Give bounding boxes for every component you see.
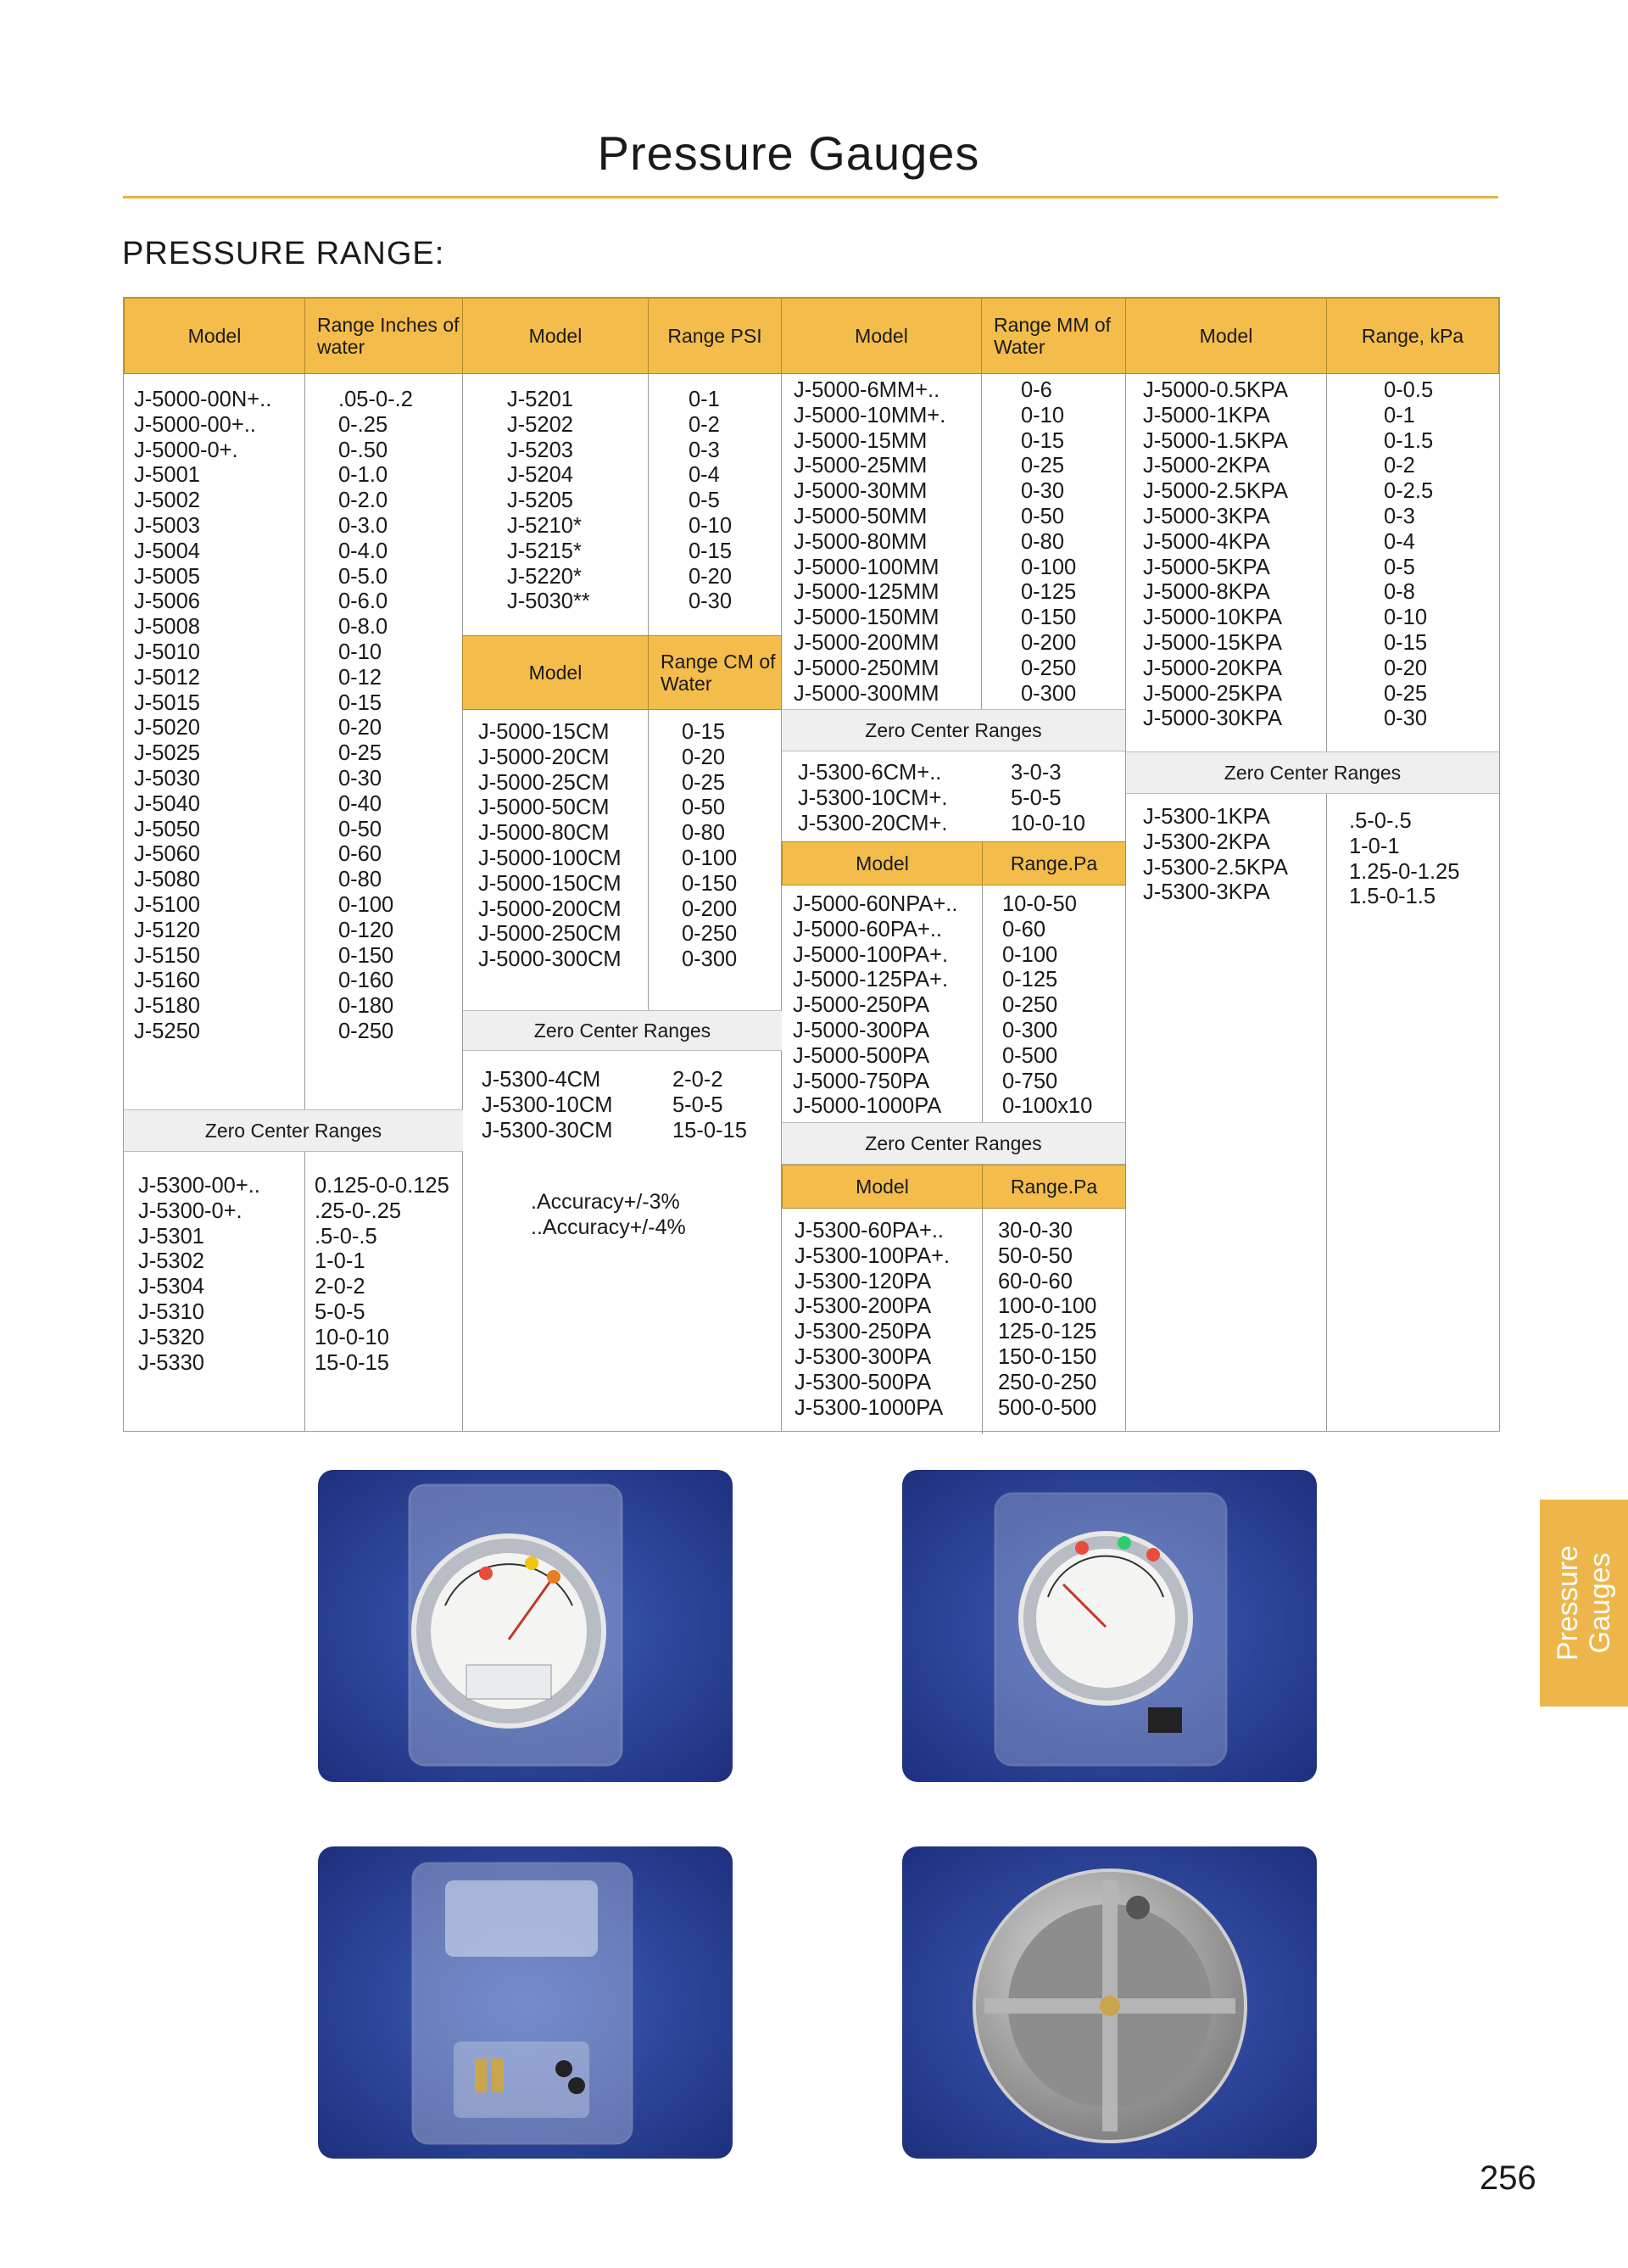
table-cell: 0-3 bbox=[689, 438, 720, 462]
table-cell: J-5300-250PA bbox=[794, 1320, 932, 1344]
table-cell: 0-2.0 bbox=[338, 489, 388, 513]
table-cell: 0-1.5 bbox=[1384, 428, 1434, 453]
table-cell: 0-8 bbox=[1384, 580, 1415, 605]
page-title: Pressure Gauges bbox=[597, 126, 980, 180]
table-cell: 125-0-125 bbox=[998, 1320, 1097, 1344]
table-cell: 0-100 bbox=[1021, 555, 1077, 579]
table-cell: J-5000-200MM bbox=[794, 630, 939, 655]
table-cell: J-5002 bbox=[134, 489, 200, 513]
table-cell: 0-300 bbox=[682, 947, 738, 972]
table-cell: J-5300-20CM+. bbox=[798, 811, 948, 835]
psi-range-list bbox=[689, 388, 732, 615]
psi-model-list bbox=[507, 388, 590, 615]
table-cell: 0-2 bbox=[1384, 454, 1415, 478]
table-cell: J-5000-80CM bbox=[478, 821, 610, 846]
table-cell: J-5000-750PA bbox=[793, 1069, 930, 1093]
table-cell: J-5000-50CM bbox=[478, 796, 610, 820]
table-cell: J-5000-2.5KPA bbox=[1143, 479, 1289, 504]
table-cell: J-5300-60PA+.. bbox=[794, 1219, 945, 1243]
mm-zero-model-list bbox=[798, 761, 947, 836]
table-cell: J-5000-15CM bbox=[478, 720, 610, 744]
table-cell: J-5004 bbox=[134, 539, 200, 563]
kpa-zero-model-list bbox=[1143, 805, 1288, 906]
table-cell: 0-.25 bbox=[338, 412, 388, 437]
table-cell: .5-0-.5 bbox=[315, 1224, 377, 1249]
table-cell: 250-0-250 bbox=[998, 1370, 1097, 1394]
table-cell: 0-300 bbox=[1021, 681, 1077, 706]
table-cell: 0-30 bbox=[689, 589, 733, 614]
pa-zero-model-list bbox=[794, 1219, 950, 1421]
zero-center-band: Zero Center Ranges bbox=[1126, 751, 1499, 794]
header-range-psi: Range PSI bbox=[648, 298, 782, 374]
table-cell: J-5008 bbox=[134, 615, 200, 640]
product-photo-gauge-front bbox=[318, 1470, 733, 1782]
table-cell: J-5000-2KPA bbox=[1143, 454, 1270, 478]
table-cell: J-5300-2KPA bbox=[1143, 830, 1270, 854]
table-cell: J-5000-100CM bbox=[478, 846, 622, 870]
table-cell: J-5006 bbox=[134, 589, 200, 614]
table-cell: J-5000-250CM bbox=[478, 922, 622, 947]
mm-model-list bbox=[794, 378, 945, 707]
col-divider bbox=[304, 298, 305, 1431]
table-cell: 0-80 bbox=[1021, 529, 1065, 554]
table-cell: J-5000-25KPA bbox=[1143, 681, 1282, 706]
table-cell: 0-200 bbox=[682, 897, 738, 921]
table-cell: J-5005 bbox=[134, 564, 200, 589]
table-cell: 0-250 bbox=[1021, 656, 1077, 680]
table-cell: 0-5 bbox=[689, 489, 720, 513]
table-cell: 0-160 bbox=[338, 969, 394, 993]
table-cell: 1-0-1 bbox=[1349, 834, 1400, 858]
table-cell: J-5203 bbox=[507, 438, 573, 462]
table-cell: J-5300-00+.. bbox=[138, 1174, 260, 1198]
table-cell: J-5000-80MM bbox=[794, 529, 928, 554]
table-cell: J-5100 bbox=[134, 892, 200, 917]
header-model: Model bbox=[124, 298, 305, 374]
header-model: Model bbox=[1125, 298, 1327, 374]
table-cell: J-5300-100PA+. bbox=[794, 1243, 951, 1268]
table-cell: 0-6 bbox=[1021, 378, 1052, 402]
water-range-list bbox=[338, 388, 413, 1045]
table-cell: J-5300-0+. bbox=[138, 1198, 243, 1223]
header-model: Model bbox=[781, 298, 982, 374]
table-cell: J-5000-15MM bbox=[794, 428, 928, 453]
table-cell: J-5000-125MM bbox=[794, 580, 939, 605]
table-cell: .5-0-.5 bbox=[1349, 809, 1412, 833]
table-cell: 0-12 bbox=[338, 665, 382, 690]
table-cell: J-5000-250PA bbox=[793, 993, 930, 1018]
table-cell: J-5000-1KPA bbox=[1143, 403, 1270, 427]
tab-label-line2: Gauges bbox=[1584, 1552, 1616, 1654]
table-cell: 0-30 bbox=[1021, 479, 1065, 504]
table-cell: 0-20 bbox=[1384, 656, 1428, 680]
table-cell: J-5300-10CM+. bbox=[798, 785, 948, 810]
table-cell: 0-6.0 bbox=[338, 589, 388, 614]
table-cell: 0-25 bbox=[1384, 681, 1428, 706]
table-cell: J-5000-60PA+.. bbox=[793, 917, 943, 941]
table-cell: J-5000-150MM bbox=[794, 606, 939, 630]
table-cell: J-5201 bbox=[507, 388, 573, 411]
product-photo-clear-case bbox=[318, 1846, 733, 2159]
table-cell: J-5150 bbox=[134, 943, 200, 968]
table-cell: J-5012 bbox=[134, 665, 200, 690]
table-cell: 0-10 bbox=[338, 640, 382, 664]
section-heading: PRESSURE RANGE: bbox=[122, 236, 445, 271]
table-cell: 0-8.0 bbox=[338, 615, 388, 640]
table-cell: J-5000-10KPA bbox=[1143, 606, 1282, 630]
table-cell: 0-250 bbox=[338, 1019, 394, 1043]
table-cell: 0-125 bbox=[1002, 968, 1058, 992]
table-cell: 0-80 bbox=[338, 868, 382, 892]
table-cell: J-5003 bbox=[134, 513, 200, 538]
table-cell: J-5010 bbox=[134, 640, 200, 664]
table-cell: J-5000-100PA+. bbox=[793, 942, 949, 967]
table-cell: 50-0-50 bbox=[998, 1243, 1073, 1268]
table-cell: 0-40 bbox=[338, 791, 382, 816]
table-cell: 0-2 bbox=[689, 412, 720, 437]
table-cell: 0-80 bbox=[682, 821, 726, 846]
header-model: Model bbox=[782, 841, 983, 885]
table-cell: J-5210* bbox=[507, 513, 582, 538]
table-cell: J-5000-500PA bbox=[793, 1043, 930, 1068]
table-cell: 0-200 bbox=[1021, 630, 1077, 655]
header-range-pa: Range.Pa bbox=[982, 1165, 1126, 1209]
table-cell: 0-5 bbox=[1384, 555, 1415, 579]
table-cell: J-5000-20CM bbox=[478, 745, 610, 769]
zero-center-band: Zero Center Ranges bbox=[463, 1010, 782, 1051]
table-cell: 0-120 bbox=[338, 918, 394, 942]
kpa-range-list bbox=[1384, 378, 1433, 732]
table-cell: J-5000-10MM+. bbox=[794, 403, 946, 427]
table-cell: J-5000-125PA+. bbox=[793, 968, 949, 992]
table-cell: J-5120 bbox=[134, 918, 200, 942]
mm-zero-range-list bbox=[1011, 761, 1085, 836]
header-range-cm: Range CM of Water bbox=[648, 635, 782, 710]
table-cell: 0-25 bbox=[682, 770, 726, 795]
table-cell: J-5000-00N+.. bbox=[134, 388, 272, 411]
tab-label-line1: Pressure bbox=[1552, 1545, 1584, 1662]
pa-zero-range-list bbox=[998, 1219, 1096, 1421]
pressure-range-table bbox=[123, 297, 1500, 1432]
table-cell: J-5300-30CM bbox=[482, 1118, 613, 1142]
water-zero-range-list bbox=[315, 1174, 449, 1376]
cm-model-list bbox=[478, 720, 622, 973]
table-cell: J-5000-15KPA bbox=[1143, 630, 1282, 655]
table-cell: 0-750 bbox=[1002, 1069, 1058, 1093]
table-cell: 0-500 bbox=[1002, 1043, 1058, 1068]
table-cell: 0-250 bbox=[682, 922, 738, 947]
table-cell: 0-2.5 bbox=[1384, 479, 1434, 504]
accuracy-notes bbox=[531, 1189, 686, 1240]
table-cell: J-5300-3KPA bbox=[1143, 880, 1270, 905]
table-cell: J-5001 bbox=[134, 463, 200, 488]
table-cell: 0-0.5 bbox=[1384, 378, 1434, 402]
table-cell: J-5040 bbox=[134, 791, 200, 816]
table-cell: 0.125-0-0.125 bbox=[315, 1174, 449, 1198]
header-model: Model bbox=[782, 1165, 983, 1209]
table-cell: 5-0-5 bbox=[1011, 785, 1062, 810]
table-cell: J-5301 bbox=[138, 1224, 204, 1249]
header-model: Model bbox=[462, 635, 649, 710]
col-divider bbox=[462, 298, 463, 1431]
table-cell: 0-125 bbox=[1021, 580, 1077, 605]
table-cell: J-5000-20KPA bbox=[1143, 656, 1282, 680]
table-cell: J-5300-1KPA bbox=[1143, 805, 1270, 829]
table-cell: 150-0-150 bbox=[998, 1344, 1097, 1369]
table-cell: J-5000-300PA bbox=[793, 1018, 930, 1042]
table-cell: 100-0-100 bbox=[998, 1294, 1097, 1319]
kpa-zero-range-list bbox=[1349, 809, 1459, 910]
zero-center-band: Zero Center Ranges bbox=[782, 1122, 1125, 1165]
table-cell: 2-0-2 bbox=[315, 1275, 365, 1299]
table-cell: J-5000-200CM bbox=[478, 897, 622, 921]
table-cell: J-5000-30MM bbox=[794, 479, 928, 504]
table-cell: J-5030** bbox=[507, 589, 590, 614]
table-cell: J-5000-250MM bbox=[794, 656, 939, 680]
table-cell: 0-25 bbox=[338, 741, 382, 766]
table-cell: 0-10 bbox=[1384, 606, 1428, 630]
table-cell: J-5300-1000PA bbox=[794, 1395, 944, 1420]
table-cell: J-5000-8KPA bbox=[1143, 580, 1270, 605]
table-cell: 0-60 bbox=[1002, 917, 1046, 941]
table-cell: J-5000-0.5KPA bbox=[1143, 378, 1289, 402]
table-cell: .25-0-.25 bbox=[315, 1198, 402, 1223]
zero-center-band: Zero Center Ranges bbox=[782, 709, 1125, 751]
table-cell: J-5000-60NPA+.. bbox=[793, 892, 958, 916]
table-cell: J-5015 bbox=[134, 690, 200, 715]
kpa-model-list bbox=[1143, 378, 1288, 732]
table-cell: J-5000-6MM+.. bbox=[794, 378, 940, 402]
table-cell: 10-0-10 bbox=[315, 1325, 389, 1349]
table-cell: 0-50 bbox=[338, 817, 382, 841]
table-cell: J-5000-0+. bbox=[134, 438, 238, 462]
table-cell: 0-20 bbox=[689, 564, 733, 589]
table-cell: 5-0-5 bbox=[672, 1092, 723, 1117]
table-cell: 0-150 bbox=[1021, 606, 1077, 630]
table-cell: 0-50 bbox=[682, 796, 726, 820]
table-cell: J-5310 bbox=[138, 1299, 204, 1324]
table-cell: J-5060 bbox=[134, 842, 200, 867]
table-cell: J-5025 bbox=[134, 741, 200, 766]
table-cell: 0-15 bbox=[1021, 428, 1065, 453]
table-cell: 0-15 bbox=[338, 690, 382, 715]
product-photo-gauge-boxed bbox=[902, 1470, 1317, 1782]
table-cell: 0-100 bbox=[1002, 942, 1058, 967]
header-range-kpa: Range, kPa bbox=[1326, 298, 1499, 374]
table-cell: 0-100 bbox=[682, 846, 738, 870]
cm-range-list bbox=[682, 720, 737, 973]
table-cell: 0-10 bbox=[689, 513, 733, 538]
table-cell: 15-0-15 bbox=[315, 1350, 389, 1375]
table-cell: 0-4.0 bbox=[338, 539, 388, 563]
col-divider bbox=[1326, 794, 1327, 1431]
table-cell: J-5300-200PA bbox=[794, 1294, 932, 1319]
table-cell: 0-15 bbox=[1384, 630, 1428, 655]
table-cell: 0-4 bbox=[1384, 529, 1415, 554]
pa-range-list bbox=[1002, 892, 1092, 1120]
table-cell: 0-1 bbox=[1384, 403, 1415, 427]
table-cell: J-5330 bbox=[138, 1350, 204, 1375]
table-cell: J-5000-00+.. bbox=[134, 412, 256, 437]
title-divider bbox=[123, 196, 1498, 198]
table-cell: J-5030 bbox=[134, 766, 200, 790]
table-cell: 3-0-3 bbox=[1011, 761, 1062, 785]
table-cell: 0-150 bbox=[338, 943, 394, 968]
header-range-mm: Range MM of Water bbox=[981, 298, 1126, 374]
table-cell: 30-0-30 bbox=[998, 1219, 1073, 1243]
table-cell: 0-20 bbox=[682, 745, 726, 769]
table-cell: J-5000-25CM bbox=[478, 770, 610, 795]
table-cell: 0-250 bbox=[1002, 993, 1058, 1018]
table-cell: 0-100x10 bbox=[1002, 1094, 1093, 1119]
table-cell: J-5320 bbox=[138, 1325, 204, 1349]
table-cell: 0-100 bbox=[338, 892, 394, 917]
table-cell: 0-150 bbox=[682, 871, 738, 896]
table-cell: J-5300-300PA bbox=[794, 1344, 932, 1369]
table-cell: J-5300-500PA bbox=[794, 1370, 932, 1394]
table-cell: 0-180 bbox=[338, 994, 394, 1019]
table-cell: J-5000-150CM bbox=[478, 871, 622, 896]
table-cell: 60-0-60 bbox=[998, 1269, 1073, 1293]
table-cell: 0-25 bbox=[1021, 454, 1065, 478]
table-cell: J-5000-300CM bbox=[478, 947, 622, 972]
table-cell: J-5204 bbox=[507, 463, 573, 488]
table-cell: J-5250 bbox=[134, 1019, 200, 1043]
table-cell: J-5300-6CM+.. bbox=[798, 761, 942, 785]
table-cell: J-5300-120PA bbox=[794, 1269, 932, 1293]
table-cell: J-5202 bbox=[507, 412, 573, 437]
table-cell: 1.5-0-1.5 bbox=[1349, 885, 1436, 909]
table-cell: 10-0-10 bbox=[1011, 811, 1085, 835]
table-cell: 1-0-1 bbox=[315, 1249, 365, 1274]
table-cell: 2-0-2 bbox=[672, 1068, 723, 1092]
table-cell: 0-300 bbox=[1002, 1018, 1058, 1042]
table-cell: J-5160 bbox=[134, 969, 200, 993]
table-cell: 0-15 bbox=[689, 539, 733, 563]
table-cell: 10-0-50 bbox=[1002, 892, 1077, 916]
table-cell: 0-5.0 bbox=[338, 564, 388, 589]
table-cell: .Accuracy+/-3% bbox=[531, 1190, 680, 1214]
table-cell: 500-0-500 bbox=[998, 1395, 1097, 1420]
table-cell: 0-3.0 bbox=[338, 513, 388, 538]
table-cell: 1.25-0-1.25 bbox=[1349, 859, 1460, 884]
table-cell: J-5000-25MM bbox=[794, 454, 928, 478]
table-cell: J-5000-1000PA bbox=[793, 1094, 942, 1119]
header-range-inches: Range Inches of water bbox=[304, 298, 463, 374]
table-cell: 0-30 bbox=[1384, 707, 1428, 731]
cm-zero-model-list bbox=[482, 1068, 612, 1143]
mm-range-list bbox=[1021, 378, 1076, 707]
table-cell: J-5300-4CM bbox=[482, 1068, 601, 1092]
table-cell: 0-20 bbox=[338, 716, 382, 740]
table-cell: 0-15 bbox=[682, 720, 726, 744]
table-cell: J-5080 bbox=[134, 868, 200, 892]
cm-zero-range-list bbox=[672, 1068, 747, 1143]
table-cell: J-5000-1.5KPA bbox=[1143, 428, 1289, 453]
table-cell: 0-50 bbox=[1021, 504, 1065, 528]
table-cell: 0-10 bbox=[1021, 403, 1065, 427]
table-cell: J-5180 bbox=[134, 994, 200, 1019]
table-cell: 5-0-5 bbox=[315, 1299, 365, 1324]
water-model-list bbox=[134, 388, 271, 1045]
table-cell: .05-0-.2 bbox=[338, 388, 413, 411]
pa-model-list bbox=[793, 892, 957, 1120]
table-cell: J-5000-30KPA bbox=[1143, 707, 1282, 731]
table-cell: 0-1.0 bbox=[338, 463, 388, 488]
water-zero-model-list bbox=[138, 1174, 260, 1376]
table-cell: J-5050 bbox=[134, 817, 200, 841]
table-cell: J-5000-5KPA bbox=[1143, 555, 1270, 579]
table-cell: J-5205 bbox=[507, 489, 573, 513]
table-cell: 0-60 bbox=[338, 842, 382, 867]
table-cell: J-5215* bbox=[507, 539, 582, 563]
table-cell: J-5300-2.5KPA bbox=[1143, 855, 1289, 880]
table-cell: J-5220* bbox=[507, 564, 582, 589]
table-cell: J-5000-50MM bbox=[794, 504, 928, 528]
table-cell: 0-30 bbox=[338, 766, 382, 790]
table-cell: J-5000-3KPA bbox=[1143, 504, 1270, 528]
table-cell: 0-.50 bbox=[338, 438, 388, 462]
zero-center-band: Zero Center Ranges bbox=[124, 1109, 463, 1152]
table-cell: J-5304 bbox=[138, 1275, 204, 1299]
table-cell: 0-3 bbox=[1384, 504, 1415, 528]
header-range-pa: Range.Pa bbox=[982, 841, 1126, 885]
table-cell: J-5300-10CM bbox=[482, 1092, 613, 1117]
table-cell: 15-0-15 bbox=[672, 1118, 747, 1142]
table-cell: J-5000-300MM bbox=[794, 681, 939, 706]
header-model: Model bbox=[462, 298, 649, 374]
table-cell: J-5302 bbox=[138, 1249, 204, 1274]
table-cell: J-5000-4KPA bbox=[1143, 529, 1270, 554]
section-side-tab[interactable] bbox=[1540, 1500, 1628, 1707]
table-cell: J-5000-100MM bbox=[794, 555, 939, 579]
product-photo-gauge-back bbox=[902, 1846, 1317, 2159]
table-cell: 0-4 bbox=[689, 463, 720, 488]
page-number: 256 bbox=[1480, 2159, 1536, 2197]
table-cell: J-5020 bbox=[134, 716, 200, 740]
table-cell: ..Accuracy+/-4% bbox=[531, 1215, 686, 1239]
table-cell: 0-1 bbox=[689, 388, 720, 411]
